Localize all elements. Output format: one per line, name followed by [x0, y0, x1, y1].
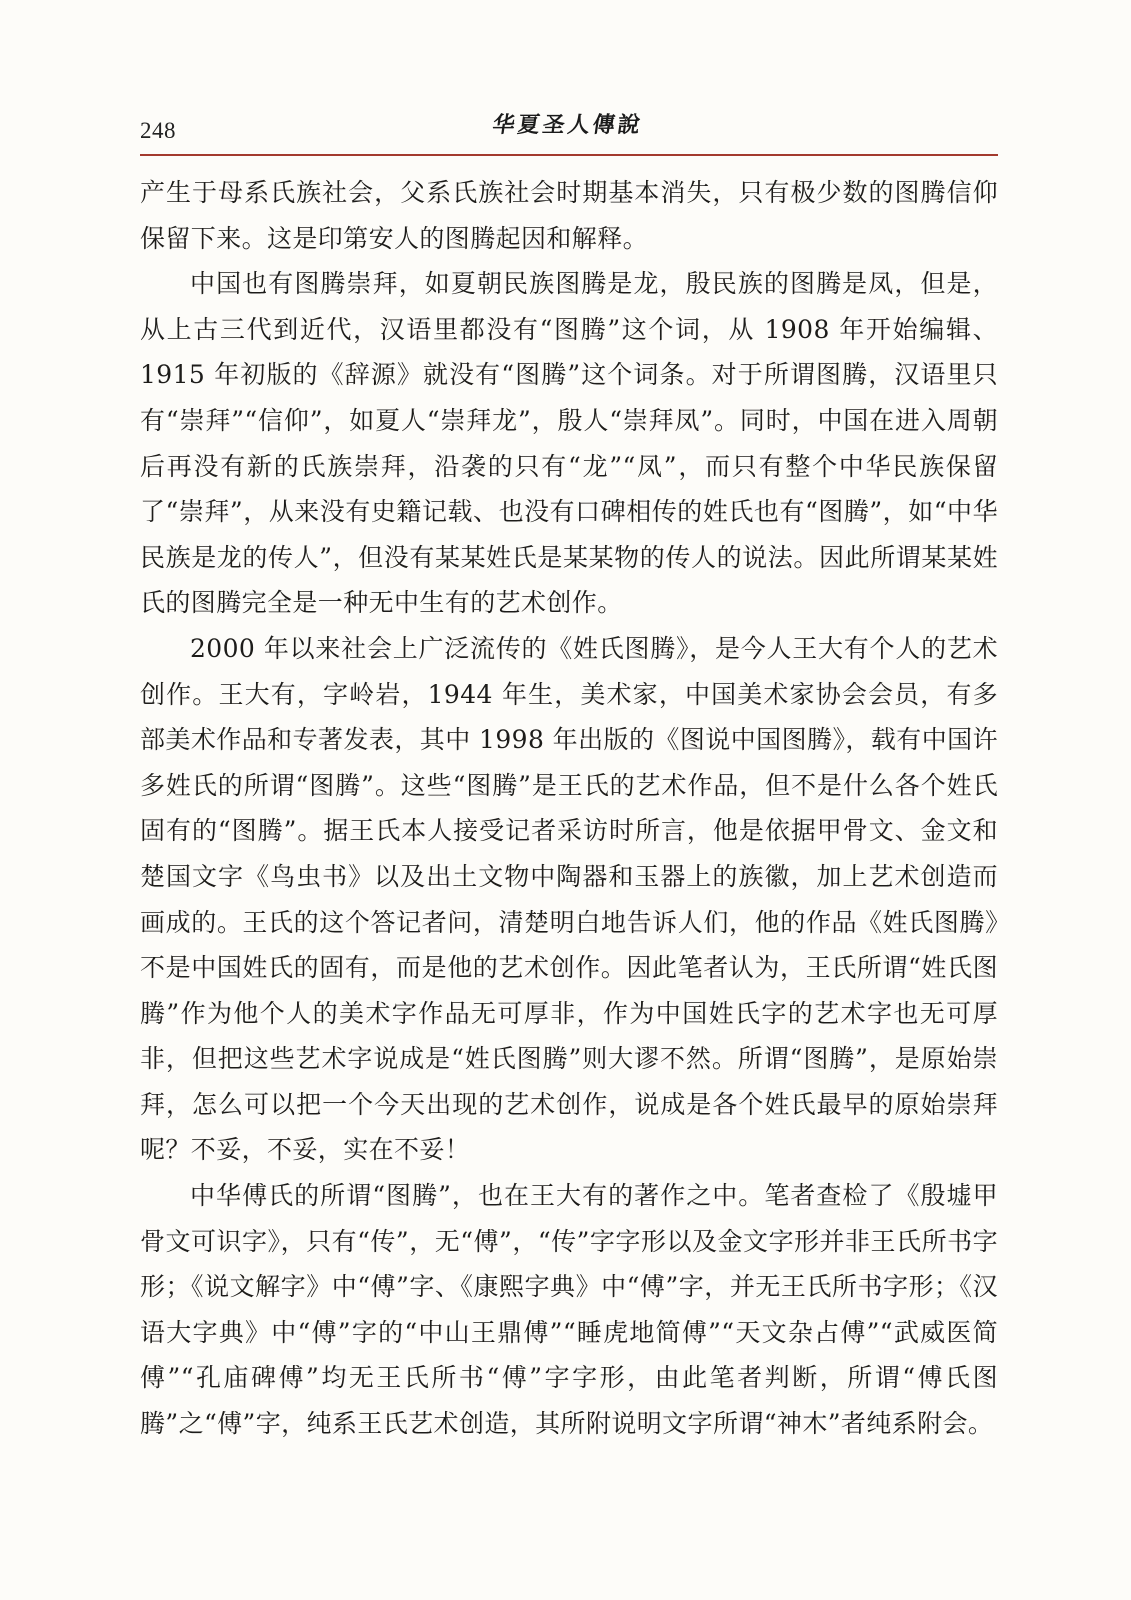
- header-rule: [140, 154, 998, 156]
- page-header: [140, 104, 998, 160]
- body-text: [140, 170, 998, 1447]
- running-title: 华夏圣人傳說: [490, 113, 645, 138]
- paragraph-fu-clan-totem: 中华傅氏的所谓“图腾”，也在王大有的著作之中。笔者查检了《殷墟甲骨文可识字》，只有“传”，无“傅”，“传”字字形以及金文字形并非王氏所书字形；《说文解字》中“傅”字、《康熙字典》中“傅”字，并无王氏所书字形；《汉语大字典》中“傅”字的“中山王鼎傅”“睡虎地简傅”“天文杂占傅”“武威医简傅”“孔庙碑傅”均无王氏所书“傅”字字形，由此笔者判断，所谓“傅氏图腾”之“傅”字，纯系王氏艺术创造，其所附说明文字所谓“神木”者纯系附会。: [140, 1181, 998, 1439]
- paragraph-totem-in-china: 中国也有图腾崇拜，如夏朝民族图腾是龙，殷民族的图腾是凤，但是，从上古三代到近代，汉语里都没有“图腾”这个词，从 1908 年开始编辑、1915 年初版的《辞源》就没有“图腾”这个词条。对于所谓图腾，汉语里只有“崇拜”“信仰”，如夏人“崇拜龙”，殷人“崇拜凤”。同时，中国在进入周朝后再没有新的氏族崇拜，沿袭的只有“龙”“凤”，而只有整个中华民族保留了“崇拜”，从来没有史籍记载、也没有口碑相传的姓氏也有“图腾”，如“中华民族是龙的传人”，但没有某某姓氏是某某物的传人的说法。因此所谓某某姓氏的图腾完全是一种无中生有的艺术创作。: [140, 269, 998, 618]
- page-number: 248: [140, 118, 176, 143]
- paragraph-continuation: 产生于母系氏族社会，父系氏族社会时期基本消失，只有极少数的图腾信仰保留下来。这是印第安人的图腾起因和解释。: [140, 178, 998, 253]
- paragraph-surname-totems: 2000 年以来社会上广泛流传的《姓氏图腾》，是今人王大有个人的艺术创作。王大有，字岭岩，1944 年生，美术家，中国美术家协会会员，有多部美术作品和专著发表，其中 1998 年出版的《图说中国图腾》，载有中国许多姓氏的所谓“图腾”。这些“图腾”是王氏的艺术作品，但不是什么各个姓氏固有的“图腾”。据王氏本人接受记者采访时所言，他是依据甲骨文、金文和楚国文字《鸟虫书》以及出土文物中陶器和玉器上的族徽，加上艺术创造而画成的。王氏的这个答记者问，清楚明白地告诉人们，他的作品《姓氏图腾》不是中国姓氏的固有，而是他的艺术创作。因此笔者认为，王氏所谓“姓氏图腾”作为他个人的美术字作品无可厚非，作为中国姓氏字的艺术字也无可厚非，但把这些艺术字说成是“姓氏图腾”则大谬不然。所谓“图腾”，是原始崇拜，怎么可以把一个今天出现的艺术创作，说成是各个姓氏最早的原始崇拜呢？不妥，不妥，实在不妥！: [140, 633, 998, 1165]
